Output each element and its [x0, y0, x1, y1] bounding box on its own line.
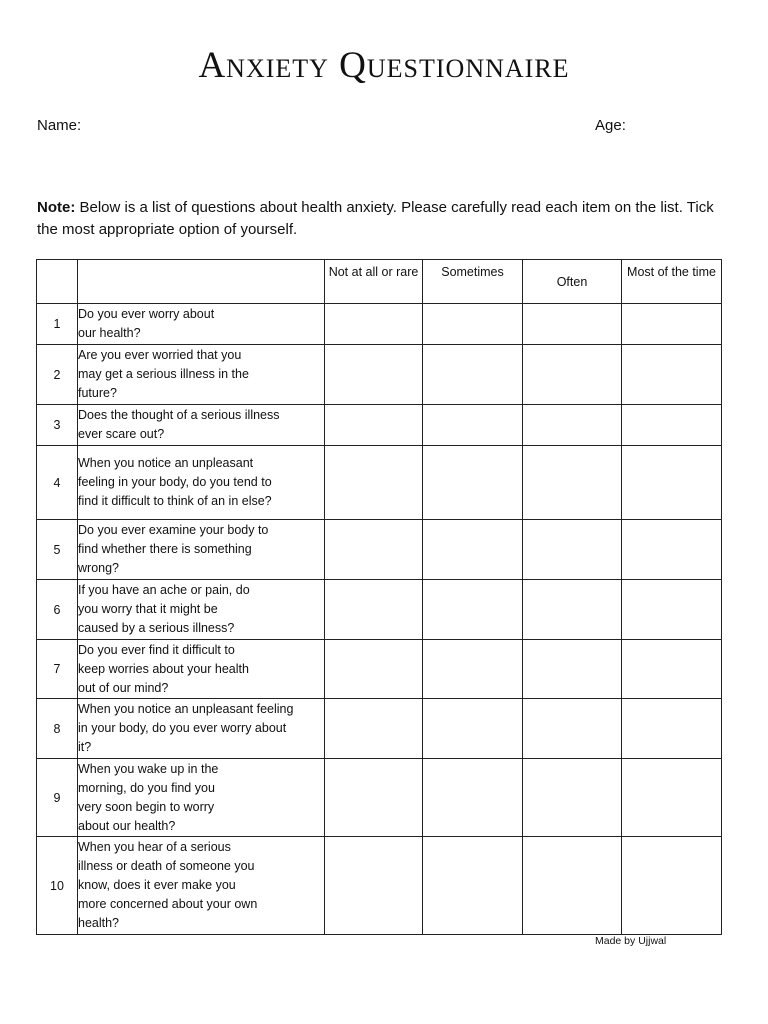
option-most-of-the-time-cell[interactable]	[622, 446, 722, 520]
option-not-at-all-cell[interactable]	[325, 699, 423, 759]
table-row	[37, 699, 722, 759]
question-number: 2	[37, 345, 78, 405]
option-most-of-the-time-cell[interactable]	[622, 405, 722, 446]
question-line: more concerned about your own	[78, 897, 258, 911]
option-often-cell[interactable]	[523, 345, 622, 405]
question-line: very soon begin to worry	[78, 799, 215, 814]
question-line: When you notice an unpleasant feeling	[78, 702, 294, 716]
column-header-often: Often	[523, 260, 622, 304]
question-number: 7	[37, 640, 78, 699]
option-often-cell[interactable]	[523, 405, 622, 446]
questionnaire-table	[36, 259, 722, 935]
option-sometimes-cell[interactable]	[423, 405, 523, 446]
question-line: about our health?	[78, 818, 176, 833]
question-line: wrong?	[78, 561, 119, 575]
question-text	[78, 699, 325, 759]
option-most-of-the-time-cell[interactable]	[622, 520, 722, 580]
option-not-at-all-cell[interactable]	[325, 759, 423, 837]
question-line: When you wake up in the	[78, 761, 219, 776]
number-column-header	[37, 260, 78, 304]
question-text	[78, 580, 325, 640]
option-not-at-all-cell[interactable]	[325, 304, 423, 345]
note-text: Below is a list of questions about health anxiety. Please carefully read each item on the list. Tick the most appropriate option of yourself.	[37, 199, 714, 238]
option-most-of-the-time-cell[interactable]	[622, 837, 722, 935]
question-line: future?	[78, 386, 117, 400]
question-text	[78, 405, 325, 446]
option-sometimes-cell[interactable]	[423, 446, 523, 520]
column-header-most-of-the-time: Most of the time	[622, 260, 722, 304]
question-line: find it difficult to think of an in else?	[78, 494, 272, 508]
option-not-at-all-cell[interactable]	[325, 446, 423, 520]
question-line: you worry that it might be	[78, 602, 218, 616]
option-not-at-all-cell[interactable]	[325, 640, 423, 699]
column-header-sometimes: Sometimes	[423, 260, 523, 304]
option-sometimes-cell[interactable]	[423, 345, 523, 405]
question-text	[78, 304, 325, 345]
option-sometimes-cell[interactable]	[423, 759, 523, 837]
credit-text: Made by Ujjwal	[595, 935, 667, 947]
question-line: in your body, do you ever worry about	[78, 721, 287, 735]
option-often-cell[interactable]	[523, 759, 622, 837]
option-not-at-all-cell[interactable]	[325, 580, 423, 640]
option-not-at-all-cell[interactable]	[325, 520, 423, 580]
question-line: health?	[78, 916, 120, 930]
header-row	[37, 260, 722, 304]
question-text	[78, 345, 325, 405]
option-sometimes-cell[interactable]	[423, 640, 523, 699]
table-row	[37, 580, 722, 640]
option-not-at-all-cell[interactable]	[325, 837, 423, 935]
option-most-of-the-time-cell[interactable]	[622, 759, 722, 837]
name-field-label[interactable]: Name:	[37, 117, 82, 134]
table-row	[37, 837, 722, 935]
question-line: out of our mind?	[78, 680, 169, 695]
option-sometimes-cell[interactable]	[423, 520, 523, 580]
question-line: feeling in your body, do you tend to	[78, 475, 272, 489]
table-row	[37, 446, 722, 520]
option-sometimes-cell[interactable]	[423, 580, 523, 640]
question-number: 6	[37, 580, 78, 640]
question-line: caused by a serious illness?	[78, 621, 235, 635]
note-label: Note:	[37, 199, 76, 216]
question-text	[78, 837, 325, 935]
table-row	[37, 405, 722, 446]
question-line: Does the thought of a serious illness	[78, 408, 280, 422]
option-most-of-the-time-cell[interactable]	[622, 699, 722, 759]
column-header-not-at-all: Not at all or rare	[325, 260, 423, 304]
question-text	[78, 759, 325, 837]
question-line: our health?	[78, 326, 141, 340]
option-sometimes-cell[interactable]	[423, 837, 523, 935]
question-number: 5	[37, 520, 78, 580]
question-line: Do you ever worry about	[78, 307, 215, 321]
question-number: 3	[37, 405, 78, 446]
question-line: Are you ever worried that you	[78, 348, 242, 362]
question-number: 8	[37, 699, 78, 759]
question-text	[78, 520, 325, 580]
question-line: morning, do you find you	[78, 780, 215, 795]
question-number: 9	[37, 759, 78, 837]
question-number: 4	[37, 446, 78, 520]
question-line: Do you ever find it difficult to	[78, 642, 235, 657]
question-text	[78, 640, 325, 699]
question-line: it?	[78, 740, 92, 754]
option-sometimes-cell[interactable]	[423, 304, 523, 345]
option-often-cell[interactable]	[523, 837, 622, 935]
table-row	[37, 520, 722, 580]
table-row	[37, 304, 722, 345]
question-line: Do you ever examine your body to	[78, 523, 269, 537]
option-often-cell[interactable]	[523, 520, 622, 580]
option-often-cell[interactable]	[523, 640, 622, 699]
instructions-note	[37, 197, 732, 241]
option-most-of-the-time-cell[interactable]	[622, 345, 722, 405]
question-line: ever scare out?	[78, 427, 165, 441]
question-line: When you hear of a serious	[78, 840, 231, 854]
table-row	[37, 345, 722, 405]
question-number: 1	[37, 304, 78, 345]
question-line: know, does it ever make you	[78, 878, 236, 892]
option-often-cell[interactable]	[523, 580, 622, 640]
question-column-header	[78, 260, 325, 304]
questions-body	[37, 304, 722, 935]
option-most-of-the-time-cell[interactable]	[622, 640, 722, 699]
option-not-at-all-cell[interactable]	[325, 345, 423, 405]
option-most-of-the-time-cell[interactable]	[622, 580, 722, 640]
question-text	[78, 446, 325, 520]
option-most-of-the-time-cell[interactable]	[622, 304, 722, 345]
document-title: Anxiety Questionnaire	[198, 45, 570, 86]
table-row	[37, 759, 722, 837]
question-line: illness or death of someone you	[78, 859, 255, 873]
question-line: keep worries about your health	[78, 661, 249, 676]
table-row	[37, 640, 722, 699]
question-line: When you notice an unpleasant	[78, 456, 254, 470]
question-number: 10	[37, 837, 78, 935]
option-often-cell[interactable]	[523, 304, 622, 345]
option-sometimes-cell[interactable]	[423, 699, 523, 759]
option-often-cell[interactable]	[523, 446, 622, 520]
option-not-at-all-cell[interactable]	[325, 405, 423, 446]
option-often-cell[interactable]	[523, 699, 622, 759]
question-line: If you have an ache or pain, do	[78, 583, 250, 597]
question-line: find whether there is something	[78, 542, 252, 556]
question-line: may get a serious illness in the	[78, 367, 249, 381]
age-field-label[interactable]: Age:	[595, 117, 626, 134]
